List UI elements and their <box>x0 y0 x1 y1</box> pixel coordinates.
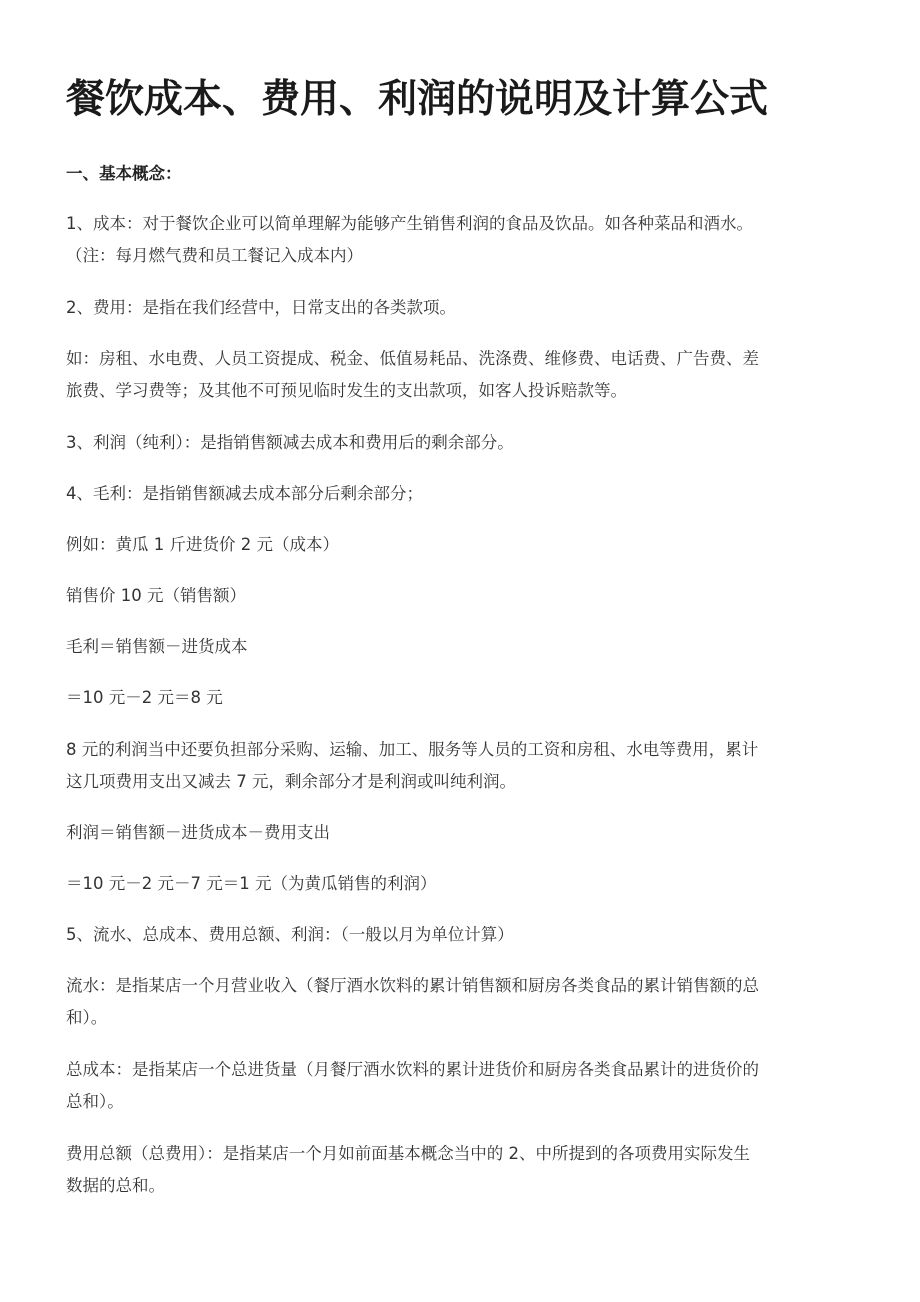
paragraph-total-expense-line-2: 数据的总和。 <box>66 1176 165 1195</box>
paragraph-section-5: 5、流水、总成本、费用总额、利润：（一般以月为单位计算） <box>66 925 514 944</box>
document-title: 餐饮成本、费用、利润的说明及计算公式 <box>66 77 769 122</box>
paragraph-total-expense-line-1: 费用总额（总费用）：是指某店一个月如前面基本概念当中的 2、中所提到的各项费用实际发生 <box>66 1144 750 1163</box>
paragraph-expense-examples-line-2: 旅费、学习费等；及其他不可预见临时发生的支出款项，如客人投诉赔款等。 <box>66 381 627 400</box>
paragraph-gross-profit: 4、毛利：是指销售额减去成本部分后剩余部分； <box>66 484 423 503</box>
paragraph-expense: 2、费用：是指在我们经营中，日常支出的各类款项。 <box>66 298 456 317</box>
example-sale-price: 销售价 10 元（销售额） <box>66 586 246 605</box>
paragraph-turnover-line-1: 流水：是指某店一个月营业收入（餐厅酒水饮料的累计销售额和厨房各类食品的累计销售额的总 <box>66 976 759 995</box>
paragraph-expense-burden-line-1: 8 元的利润当中还要负担部分采购、运输、加工、服务等人员的工资和房租、水电等费用，累计 <box>66 740 759 759</box>
formula-gross-profit: 毛利＝销售额－进货成本 <box>66 637 248 656</box>
paragraph-profit: 3、利润（纯利）：是指销售额减去成本和费用后的剩余部分。 <box>66 433 514 452</box>
formula-net-profit-result: ＝10 元－2 元－7 元＝1 元（为黄瓜销售的利润） <box>66 874 437 893</box>
paragraph-turnover-line-2: 和）。 <box>66 1008 108 1027</box>
formula-gross-profit-result: ＝10 元－2 元＝8 元 <box>66 688 223 707</box>
example-purchase-price: 例如：黄瓜 1 斤进货价 2 元（成本） <box>66 535 339 554</box>
paragraph-total-cost-line-1: 总成本：是指某店一个总进货量（月餐厅酒水饮料的累计进货价和厨房各类食品累计的进货价的 <box>66 1060 759 1079</box>
paragraph-cost-line-2: （注：每月燃气费和员工餐记入成本内） <box>66 246 363 265</box>
paragraph-expense-examples-line-1: 如：房租、水电费、人员工资提成、税金、低值易耗品、洗涤费、维修费、电话费、广告费、差 <box>66 349 759 368</box>
paragraph-expense-burden-line-2: 这几项费用支出又减去 7 元，剩余部分才是利润或叫纯利润。 <box>66 772 516 791</box>
paragraph-cost-line-1: 1、成本：对于餐饮企业可以简单理解为能够产生销售利润的食品及饮品。如各种菜品和酒水。 <box>66 214 753 233</box>
paragraph-total-cost-line-2: 总和）。 <box>66 1092 124 1111</box>
formula-net-profit: 利润＝销售额－进货成本－费用支出 <box>66 823 330 842</box>
section-heading: 一、基本概念： <box>66 164 182 183</box>
